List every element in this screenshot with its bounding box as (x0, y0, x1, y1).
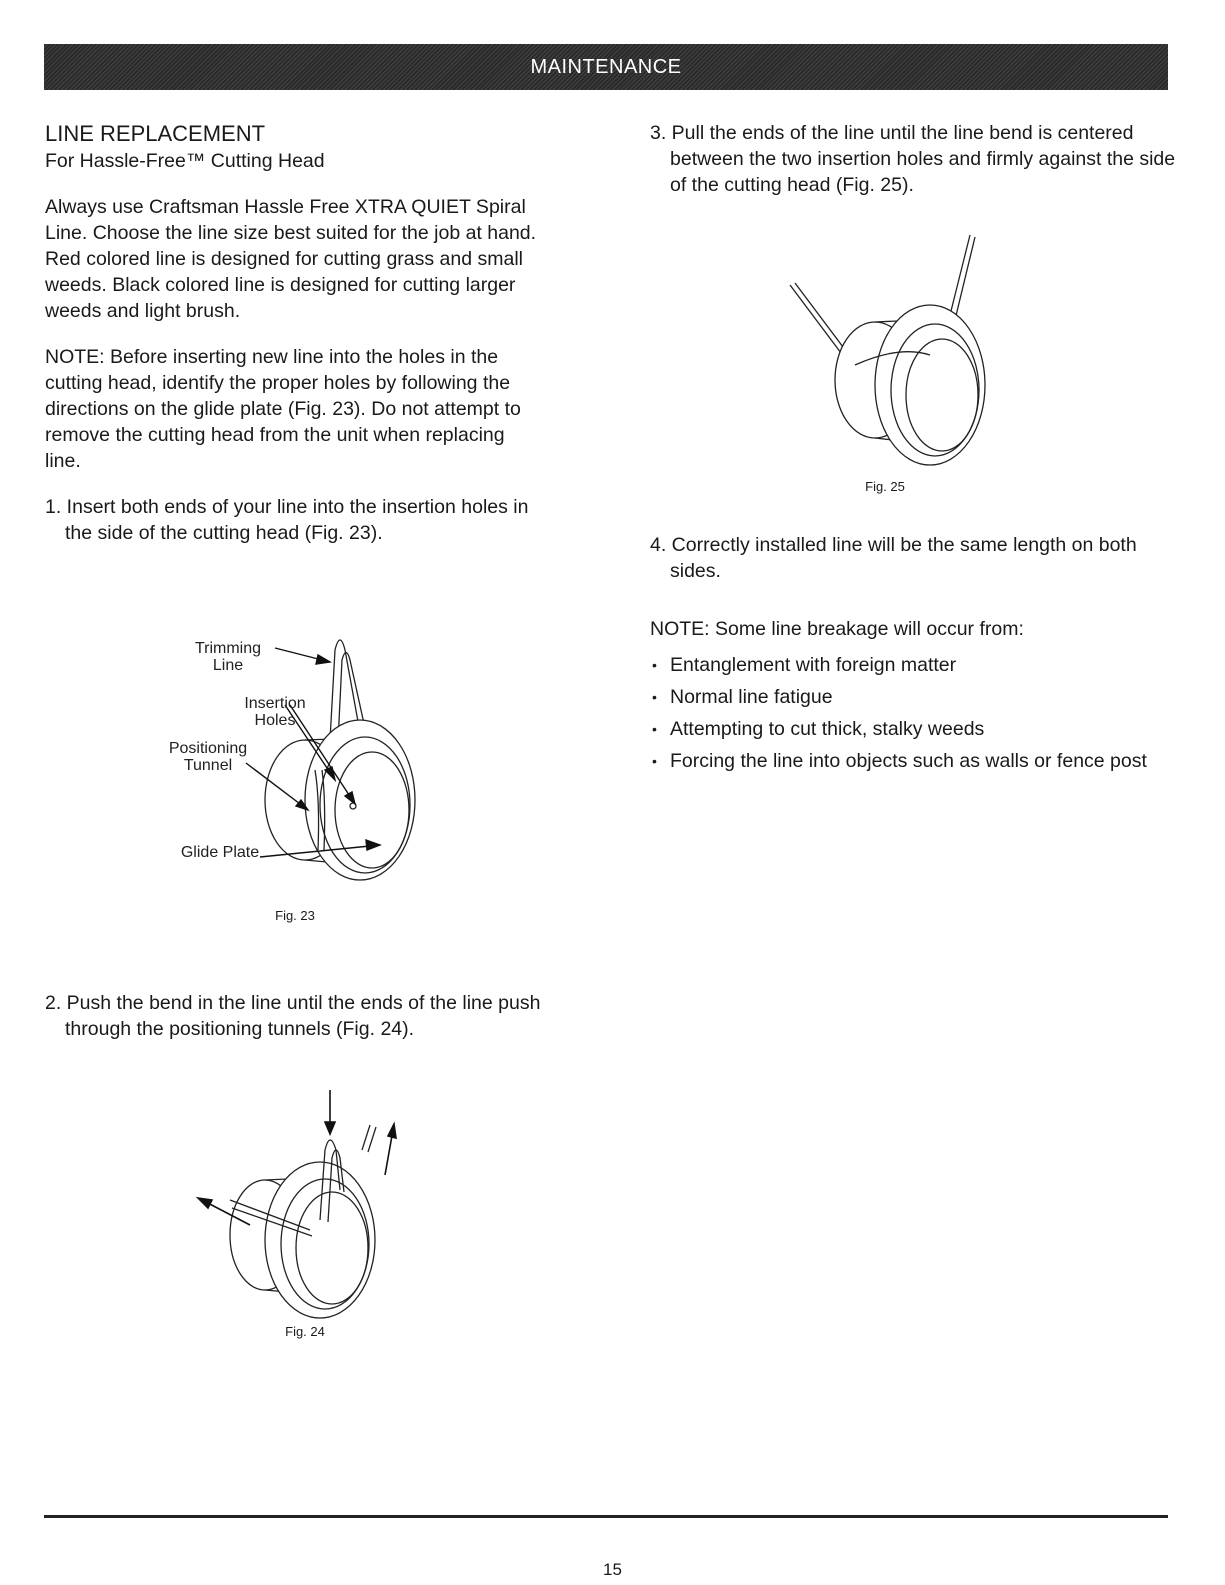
label-line: Line (212, 657, 244, 674)
list-item: • Entanglement with foreign matter (650, 652, 1180, 678)
list-item: • Forcing the line into objects such as walls or fence post (650, 748, 1180, 774)
figure-25 (770, 225, 1000, 505)
breakage-note: NOTE: Some line breakage will occur from: (650, 618, 1024, 640)
figure-23-caption: Fig. 23 (275, 908, 315, 923)
label-positioning: Positioning (168, 740, 248, 757)
cutting-head-push-illustration (180, 1080, 420, 1320)
figure-23 (150, 620, 480, 930)
note-paragraph: NOTE: Before inserting new line into the holes in the cutting head, identify the proper holes by following the directions on the glide plate (Fig. 23). Do not attempt to remove the cutting head from the unit when replacing line. (45, 346, 521, 472)
label-insertion-holes (220, 695, 330, 729)
left-column (45, 120, 545, 566)
label-positioning-tunnel (158, 740, 258, 774)
label-insertion: Insertion (244, 695, 306, 712)
page-number: 15 (603, 1560, 622, 1579)
step-1: 1. Insert both ends of your line into the insertion holes in the side of the cutting head (Fig. 23). (45, 496, 529, 544)
figure-24-caption: Fig. 24 (285, 1324, 325, 1339)
step-3: 3. Pull the ends of the line until the line bend is centered between the two insertion holes and firmly against the side of the cutting head (Fig. 25). (650, 122, 1176, 196)
step-2: 2. Push the bend in the line until the ends of the line push through the positioning tunnels (Fig. 24). (45, 992, 541, 1040)
label-tunnel: Tunnel (183, 757, 233, 774)
figure-25-caption: Fig. 25 (865, 479, 905, 494)
list-item: • Attempting to cut thick, stalky weeds (650, 716, 1180, 742)
label-trimming: Trimming (194, 640, 262, 657)
section-heading: LINE REPLACEMENT (45, 121, 266, 146)
section-title: MAINTENANCE (530, 55, 682, 78)
list-item: • Normal line fatigue (650, 684, 1180, 710)
footer-divider (44, 1515, 1168, 1518)
figure-24 (180, 1080, 420, 1340)
breakage-causes-list (650, 652, 1180, 774)
step-4: 4. Correctly installed line will be the same length on both sides. (650, 534, 1137, 582)
right-column (650, 120, 1180, 218)
step-2-block (45, 990, 545, 1062)
section-subtitle: For Hassle-Free™ Cutting Head (45, 150, 325, 172)
label-trimming-line (178, 640, 278, 674)
right-lower-block (650, 532, 1180, 780)
section-header-bar (44, 44, 1168, 90)
label-holes: Holes (254, 712, 296, 729)
cutting-head-centered-illustration (770, 225, 1000, 475)
label-glide-plate: Glide Plate (180, 844, 260, 861)
intro-paragraph: Always use Craftsman Hassle Free XTRA QUIET Spiral Line. Choose the line size best suited for the job at hand. Red colored line is designed for cutting grass and small weeds. Black colored line is designed for cutting larger weeds and light brush. (45, 196, 537, 322)
